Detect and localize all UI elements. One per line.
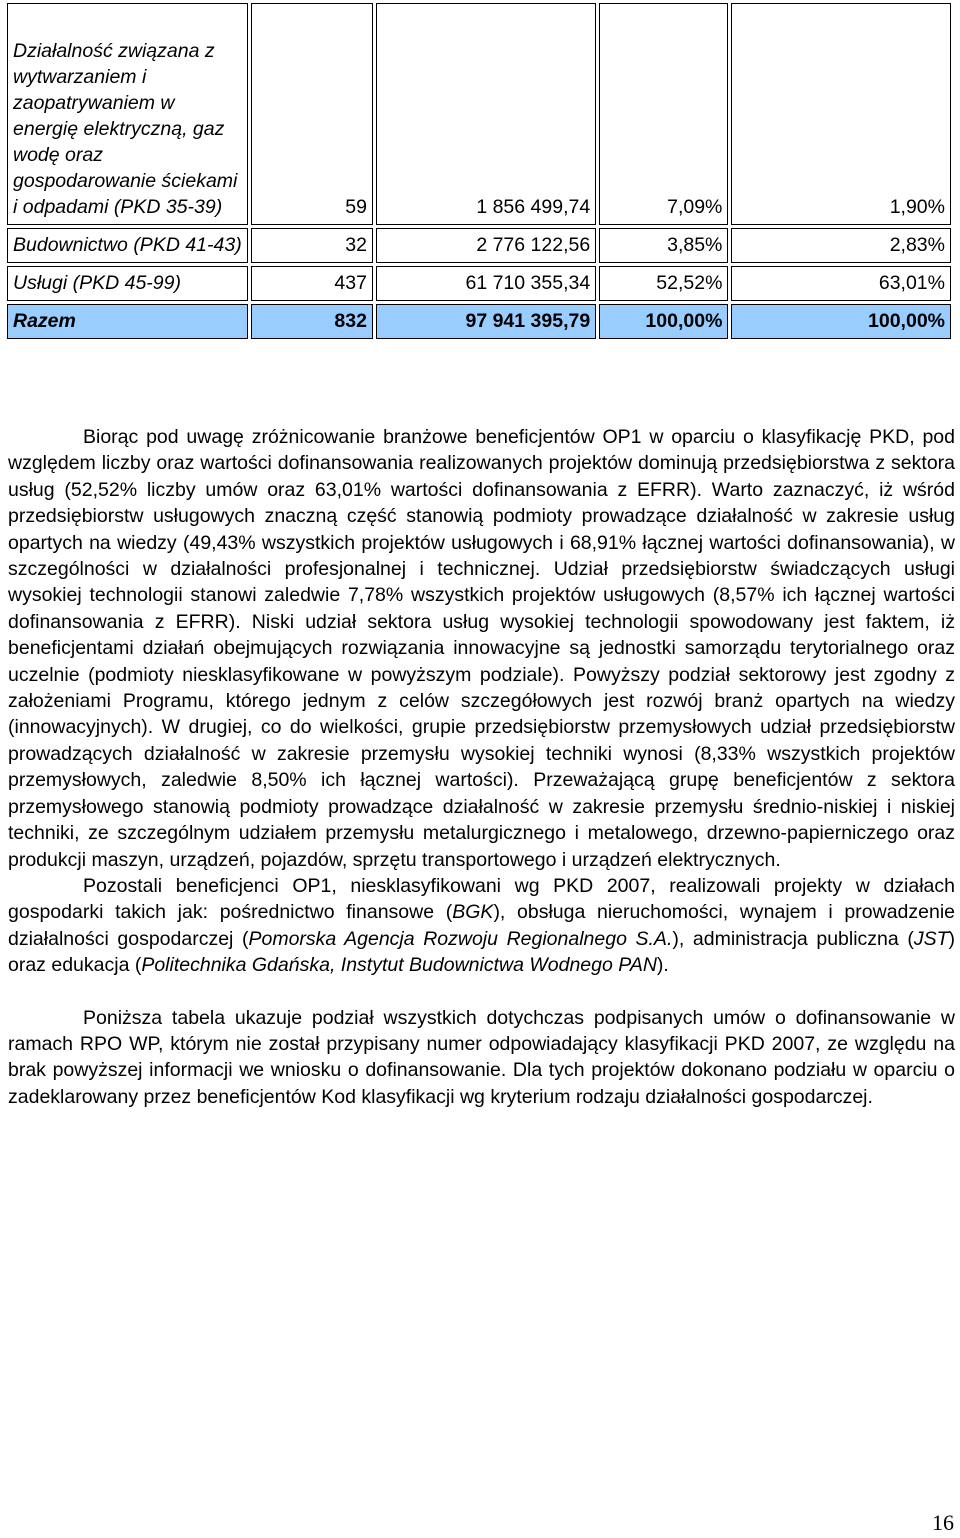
share-count-cell: 52,52% [599,266,728,301]
value-cell: 61 710 355,34 [376,266,596,301]
table-row [7,3,951,225]
paragraph-text: ) oraz edukacja ( [8,927,955,977]
italic-text: Politechnika Gdańska, Instytut Budownictwa Wodnego PAN [141,954,657,977]
value-cell: 2 776 122,56 [376,228,596,263]
italic-text: JST [913,927,949,950]
table-row [7,266,951,301]
paragraph-text: ). [656,954,669,977]
paragraph-text: ), administracja publiczna ( [672,927,914,950]
row-label: Usługi (PKD 45-99) [7,266,248,301]
pkd-summary-table [4,0,954,342]
share-count-cell: 3,85% [599,228,728,263]
total-label: Razem [7,304,248,339]
paragraph-text: Biorąc pod uwagę zróżnicowanie branżowe beneficjentów OP1 w oparciu o klasyfikację PKD, pod względem liczby oraz wartości dofinansowania realizowanych projektów dominują przedsiębiorstwa z sektora usług (52,52% liczby umów oraz 63,01% wartości dofinansowania z EFRR). Warto zaznaczyć, iż wśród przedsiębiorstw usługowych znaczną część stanowią podmioty prowadzące działalność w zakresie usług opartych na wiedzy (49,43% wszystkich projektów usługowych i 68,91% łącznej wartości dofinansowania), w szczególności w działalności profesjonalnej i technicznej. Udział przedsiębiorstw świadczących usługi wysokiej technologii stanowi zaledwie 7,78% wszystkich projektów usługowych (8,57% ich łącznej wartości dofinansowania z EFRR). Niski udział sektora usług wysokiej technologii spowodowany jest faktem, iż beneficjentami działań obejmujących rozwiązania innowacyjne są jednostki samorządu terytorialnego oraz uczelnie (podmioty niesklasyfikowane w powyższym podziale). Powyższy podział sektorowy jest zgodny z założeniami Programu, którego jednym z celów szczegółowych jest rozwój branż opartych na wiedzy (innowacyjnych). W drugiej, co do wielkości, grupie przedsiębiorstw przemysłowych udział przedsiębiorstw prowadzących działalność w zakresie przemysłu wysokiej techniki wynosi (8,33% wszystkich projektów przemysłowych, zaledwie 8,50% ich łącznej wartości). Przeważającą grupę beneficjentów z sektora przemysłowego stanowią podmioty prowadzące działalność w zakresie przemysłu średnio-niskiej i niskiej techniki, ze szczególnym udziałem przemysłu metalurgicznego i metalowego, drzewno-papierniczego oraz produkcji maszyn, urządzeń, pojazdów, sprzętu transportowego i urządzeń elektrycznych. [8,426,955,871]
count-cell: 59 [251,3,373,225]
row-label: Budownictwo (PKD 41-43) [7,228,248,263]
value-cell: 1 856 499,74 [376,3,596,225]
share-value-cell: 2,83% [731,228,951,263]
table-total-row [7,304,951,339]
italic-text: Pomorska Agencja Rozwoju Regionalnego S.A. [248,927,673,950]
share-value-cell: 63,01% [731,266,951,301]
document-body [8,424,955,1110]
total-count-cell: 832 [251,304,373,339]
share-count-cell: 7,09% [599,3,728,225]
page-number: 16 [932,1510,954,1535]
paragraph-sector-analysis [8,424,955,873]
total-share-value-cell: 100,00% [731,304,951,339]
table-row [7,228,951,263]
italic-text: BGK [452,901,494,924]
total-value-cell: 97 941 395,79 [376,304,596,339]
total-share-count-cell: 100,00% [599,304,728,339]
row-label: Działalność związana z wytwarzaniem i zaopatrywaniem w energię elektryczną, gaz wodę oraz gospodarowanie ściekami i odpadami (PKD 35-39) [7,3,248,225]
paragraph-text: ), obsługa nieruchomości, wynajem i prowadzenie działalności gospodarczej ( [8,901,956,950]
count-cell: 32 [251,228,373,263]
share-value-cell: 1,90% [731,3,951,225]
count-cell: 437 [251,266,373,301]
paragraph-table-intro: Poniższa tabela ukazuje podział wszystkich dotychczas podpisanych umów o dofinansowanie w ramach RPO WP, którym nie został przypisany numer odpowiadający klasyfikacji PKD 2007, ze względu na brak powyższej informacji we wniosku o dofinansowanie. Dla tych projektów dokonano podziału w oparciu o zadeklarowany przez beneficjentów Kod klasyfikacji wg kryterium rodzaju działalności gospodarczej. [8,1006,955,1108]
paragraph-other-beneficiaries [8,873,955,979]
paragraph-text: Pozostali beneficjenci OP1, niesklasyfikowani wg PKD 2007, realizowali projekty w działach gospodarki takich jak: pośrednictwo finansowe ( [8,874,955,924]
